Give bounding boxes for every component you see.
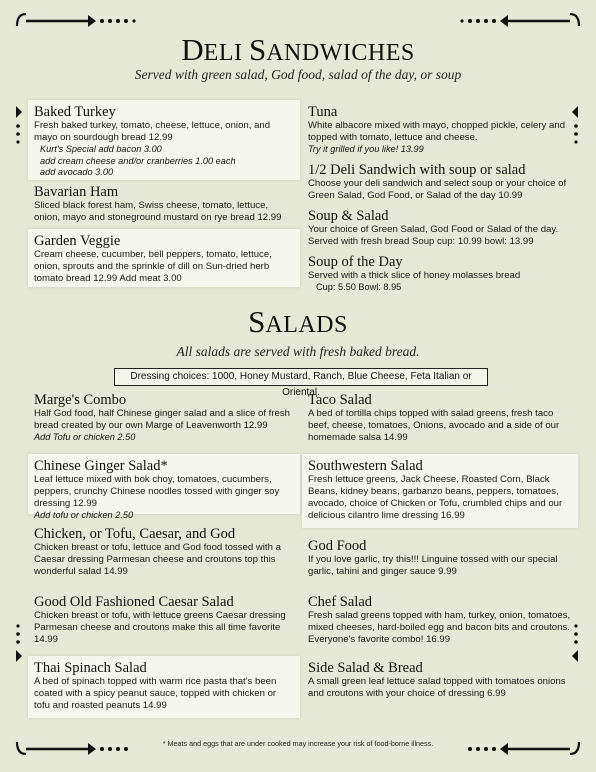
menu-item-marges-combo (34, 392, 298, 444)
item-name: Soup & Salad (308, 208, 389, 224)
item-name: Soup of the Day (308, 254, 403, 270)
menu-item-southwestern-salad (302, 454, 578, 528)
salads-subtitle: All salads are served with fresh baked bread. (176, 344, 420, 359)
left-side-flourish-icon (12, 104, 26, 150)
menu-item-garden-veggie (28, 229, 300, 287)
item-description: Your choice of Green Salad, God Food or Salad of the day. Served with fresh bread Soup cup: 10.99 bowl: 13.99 (308, 224, 559, 247)
item-name: Taco Salad (308, 392, 372, 408)
left-lower-flourish-icon (12, 620, 26, 666)
menu-item-chinese-ginger-salad (28, 454, 300, 520)
item-description: A bed of tortilla chips topped with salad greens, fresh taco beef, cheese, tomatoes, Onions, avocado and a side of our homemade salsa 14.99 (308, 408, 560, 443)
menu-item-soup-of-the-day (308, 254, 570, 294)
item-note: add cream cheese and/or cranberries 1.00 each (40, 155, 236, 166)
item-name: 1/2 Deli Sandwich with soup or salad (308, 162, 526, 178)
item-description: White albacore mixed with mayo, chopped pickle, celery and topped with tomato, lettuce and cheese. (308, 120, 566, 143)
item-name: Baked Turkey (34, 104, 116, 120)
item-description: Sliced black forest ham, Swiss cheese, tomato, lettuce, onion, mayo and stoneground mustard on rye bread 12.99 (34, 200, 282, 223)
item-note: Add Tofu or chicken 2.50 (34, 432, 136, 442)
item-description: Chicken breast or tofu, lettuce and God food tossed with a Caesar dressing Parmesan cheese and croutons top this wonderful salad 14.99 (34, 542, 281, 577)
item-name: Side Salad & Bread (308, 660, 423, 676)
item-name: Tuna (308, 104, 338, 120)
item-note: Cup: 5.50 Bowl: 8.95 (316, 282, 402, 292)
menu-item-baked-turkey (28, 100, 300, 180)
deli-subtitle: Served with green salad, God food, salad of the day, or soup (134, 67, 462, 82)
menu-item-tuna (308, 104, 570, 156)
item-name: Marge's Combo (34, 392, 127, 408)
menu-item-chicken-tofu-caesar-god (34, 526, 298, 578)
food-safety-note: * Meats and eggs that are under cooked may increase your risk of food-borne illness. (162, 739, 434, 748)
item-description: Chicken breast or tofu, with lettuce greens Caesar dressing Parmesan cheese and croutons make this all time favorite 14.99 (34, 610, 286, 645)
menu-item-half-deli-sandwich (308, 162, 570, 202)
item-note: Kurt's Special add bacon 3.00 (40, 144, 162, 154)
item-name: Garden Veggie (34, 233, 121, 249)
item-description: A small green leaf lettuce salad topped with tomatoes onions and croutons with your choice of dressing 6.99 (308, 676, 566, 699)
item-description: Cream cheese, cucumber, bell peppers, tomato, lettuce, onion, sprouts and the sprinkle of dill on Sun-dried herb tomato bread 12.99 Add meat 3.00 (34, 249, 272, 284)
item-description: Fresh salad greens topped with ham, turkey, onion, tomatoes, mixed cheeses, hard-boiled egg and bacon bits and croutons. Everyone's favorite combo! 16.99 (308, 610, 571, 645)
item-description: If you love garlic, try this!!! Linguine tossed with our special garlic, tahini and ginger sauce 9.99 (308, 554, 558, 577)
top-left-flourish-icon (14, 10, 154, 32)
menu-item-taco-salad (308, 392, 572, 444)
item-description: Served with a thick slice of honey molasses bread (308, 270, 521, 281)
item-description: Half God food, half Chinese ginger salad and a slice of fresh bread created by our own Marge of Leavenworth 12.99 (34, 408, 290, 431)
salads-heading: SALADS (248, 304, 348, 339)
item-name: Good Old Fashioned Caesar Salad (34, 594, 234, 610)
item-description: Leaf lettuce mixed with bok choy, tomatoes, cucumbers, peppers, crunchy Chinese noodles tossed with ginger soy dressing 12.99 (34, 474, 280, 509)
item-note: Try it grilled if you like! 13.99 (308, 144, 424, 154)
item-name: Southwestern Salad (308, 458, 423, 474)
item-description: Fresh baked turkey, tomato, cheese, lettuce, onion, and mayo on sourdough bread 12.99 (34, 120, 271, 143)
menu-item-caesar-salad (34, 594, 298, 646)
top-right-flourish-icon (442, 10, 582, 32)
item-note: Add tofu or chicken 2.50 (34, 510, 134, 520)
item-description: Choose your deli sandwich and select soup or your choice of Green Salad, God Food, or Salad of the day 10.99 (308, 178, 567, 201)
item-name: Bavarian Ham (34, 184, 119, 200)
menu-item-god-food (308, 538, 572, 578)
menu-item-soup-and-salad (308, 208, 570, 248)
deli-sandwiches-heading: DELI SANDWICHES (181, 32, 415, 67)
item-description: Fresh lettuce greens, Jack Cheese, Roasted Corn, Black Beans, kidney beans, garbanzo beans, peppers, tomatoes, avocado, choice of Chicken or Tofu, crumbled chips and our delicious cilantro lime dressing 16.99 (308, 474, 563, 521)
right-side-flourish-icon (568, 104, 582, 150)
menu-item-thai-spinach-salad (28, 656, 300, 718)
item-name: God Food (308, 538, 367, 554)
item-name: Chef Salad (308, 594, 373, 610)
item-name: Chinese Ginger Salad* (34, 458, 168, 474)
menu-item-bavarian-ham (34, 184, 296, 224)
item-name: Thai Spinach Salad (34, 660, 147, 676)
item-name: Chicken, or Tofu, Caesar, and God (34, 526, 236, 542)
menu-item-side-salad-and-bread (308, 660, 572, 700)
dressing-choices: Dressing choices: 1000, Honey Mustard, Ranch, Blue Cheese, Feta Italian or Oriental. (114, 368, 488, 386)
item-description: A bed of spinach topped with warm rice pasta that's been coated with a spicy peanut sauce, topped with chicken or tofu and roasted peanuts 14.99 (34, 676, 277, 711)
menu-item-chef-salad (308, 594, 572, 646)
item-note: add avocado 3.00 (40, 167, 114, 177)
